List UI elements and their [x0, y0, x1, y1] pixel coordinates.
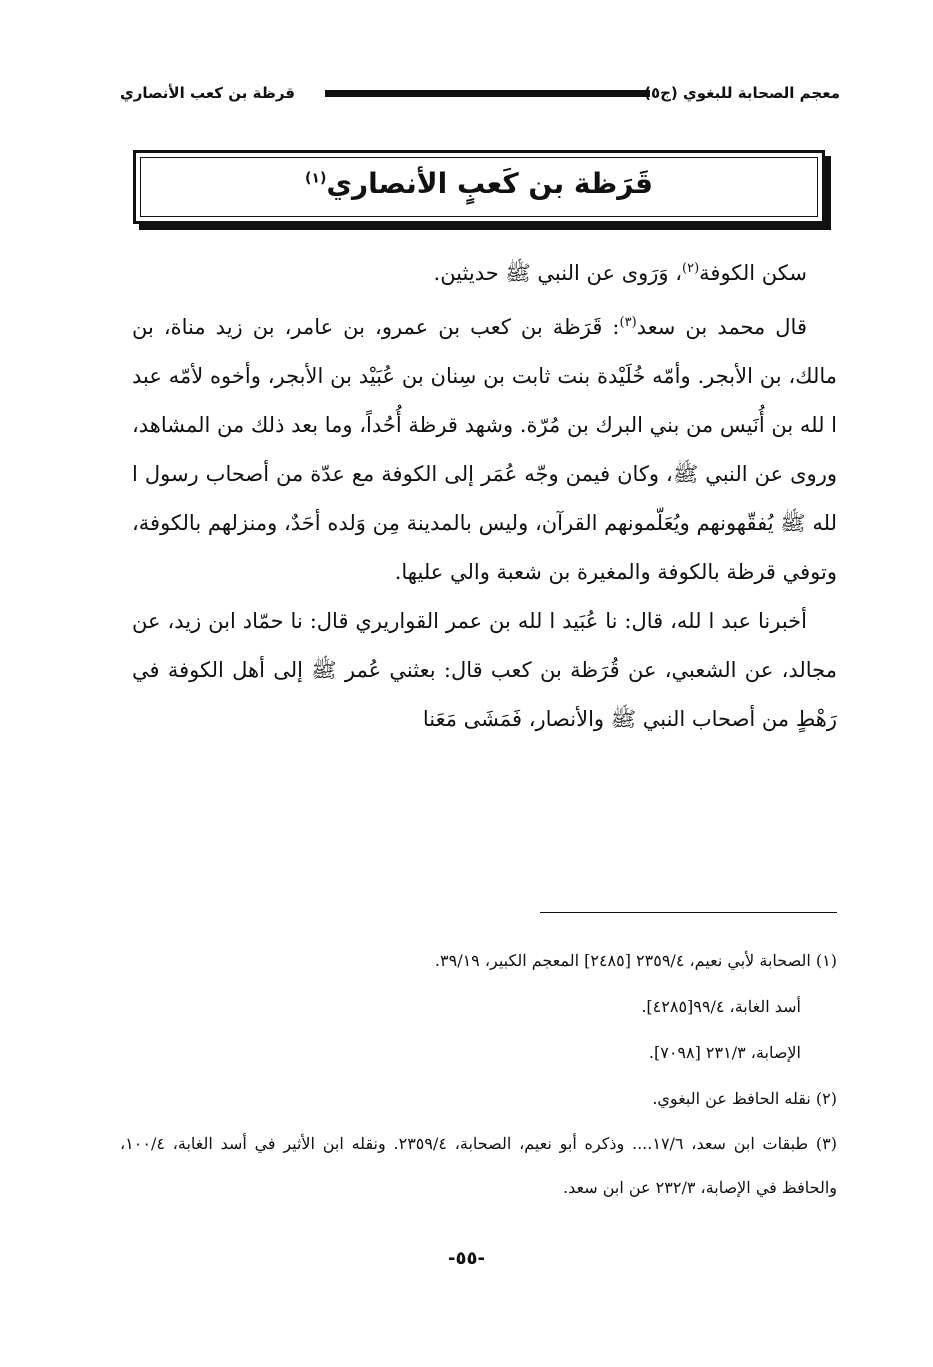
p1-text-a: سكن الكوفة — [699, 261, 807, 285]
p1-text-b: ، وَرَوى عن النبي ﷺ حديثين. — [433, 261, 683, 285]
entry-title-box — [133, 150, 825, 224]
paragraph-2 — [132, 298, 837, 597]
entry-title-text: قَرَظة بن كَعبٍ الأنصاري — [326, 167, 653, 200]
footnote-1: (١) الصحابة لأبي نعيم، ٢٣٥٩/٤ [٢٤٨٥] المعجم الكبير، ٣٩/١٩. — [434, 951, 837, 970]
header-entry-title: قرظة بن كعب الأنصاري — [120, 84, 295, 102]
title-footnote-mark: (١) — [305, 170, 327, 187]
entry-title — [136, 167, 822, 200]
footnote-ref-3: (٣) — [619, 315, 637, 330]
page-number: -٥٥- — [448, 1248, 485, 1269]
footnote-3: (٣) طبقات ابن سعد، ١٧/٦.... وذكره أبو نعيم، الصحابة، ٢٣٥٩/٤. ونقله ابن الأثير في أسد الغابة، ١٠٠/٤، والحافظ في الإصابة، ٢٣٢/٣ عن ابن سعد. — [120, 1134, 837, 1197]
running-header — [120, 84, 840, 114]
header-rule — [325, 90, 650, 97]
footnote-1-line-2: أسد الغابة، ٩٩/٤[٤٢٨٥]. — [641, 997, 801, 1016]
paragraph-1 — [132, 244, 837, 298]
p2-text-b: : قَرَظة بن كعب بن عمرو، بن عامر، بن زيد مناة، بن مالك، بن الأبجر. وأمّه خُلَيْدة بنت ثابت بن سِنان بن عُبَيْد بن الأبجر، وأخوه لأمّه عبد ا لله بن أُنَيس من بني البرك بن مُرّة. وشهد قرظة أُحُداً، وما بعد ذلك من المشاهد، وروى عن النبي ﷺ، وكان فيمن وجّه عُمَر إلى الكوفة مع عدّة من أصحاب رسول ا لله ﷺ يُفقّهونهم ويُعَلّمونهم القرآن، وليس بالمدينة مِن وَلده أحَدٌ، ومنزلهم بالكوفة، وتوفي قرظة بالكوفة والمغيرة بن شعبة والي عليها. — [132, 315, 837, 584]
header-book-title: معجم الصحابة للبغوي (ج٥ — [650, 84, 840, 102]
body-text — [132, 244, 837, 744]
footnote-separator — [540, 912, 837, 913]
footnotes — [120, 938, 837, 1210]
footnote-2: (٢) نقله الحافظ عن البغوي. — [652, 1089, 837, 1108]
footnote-ref-2: (٢) — [682, 261, 700, 276]
p2-text-a: قال محمد بن سعد — [636, 315, 807, 339]
paragraph-3: أخبرنا عبد ا لله، قال: نا عُبَيد ا لله بن عمر القواريري قال: نا حمّاد ابن زيد، عن مجالد، عن الشعبي، عن قُرَظة بن كعب قال: بعثني عُمر ﷺ إلى أهل الكوفة في رَهْطٍ من أصحاب النبي ﷺ والأنصار، فَمَشَى مَعَنا — [132, 609, 837, 731]
footnote-1-line-3: الإصابة، ٢٣١/٣ [٧٠٩٨]. — [648, 1043, 801, 1062]
